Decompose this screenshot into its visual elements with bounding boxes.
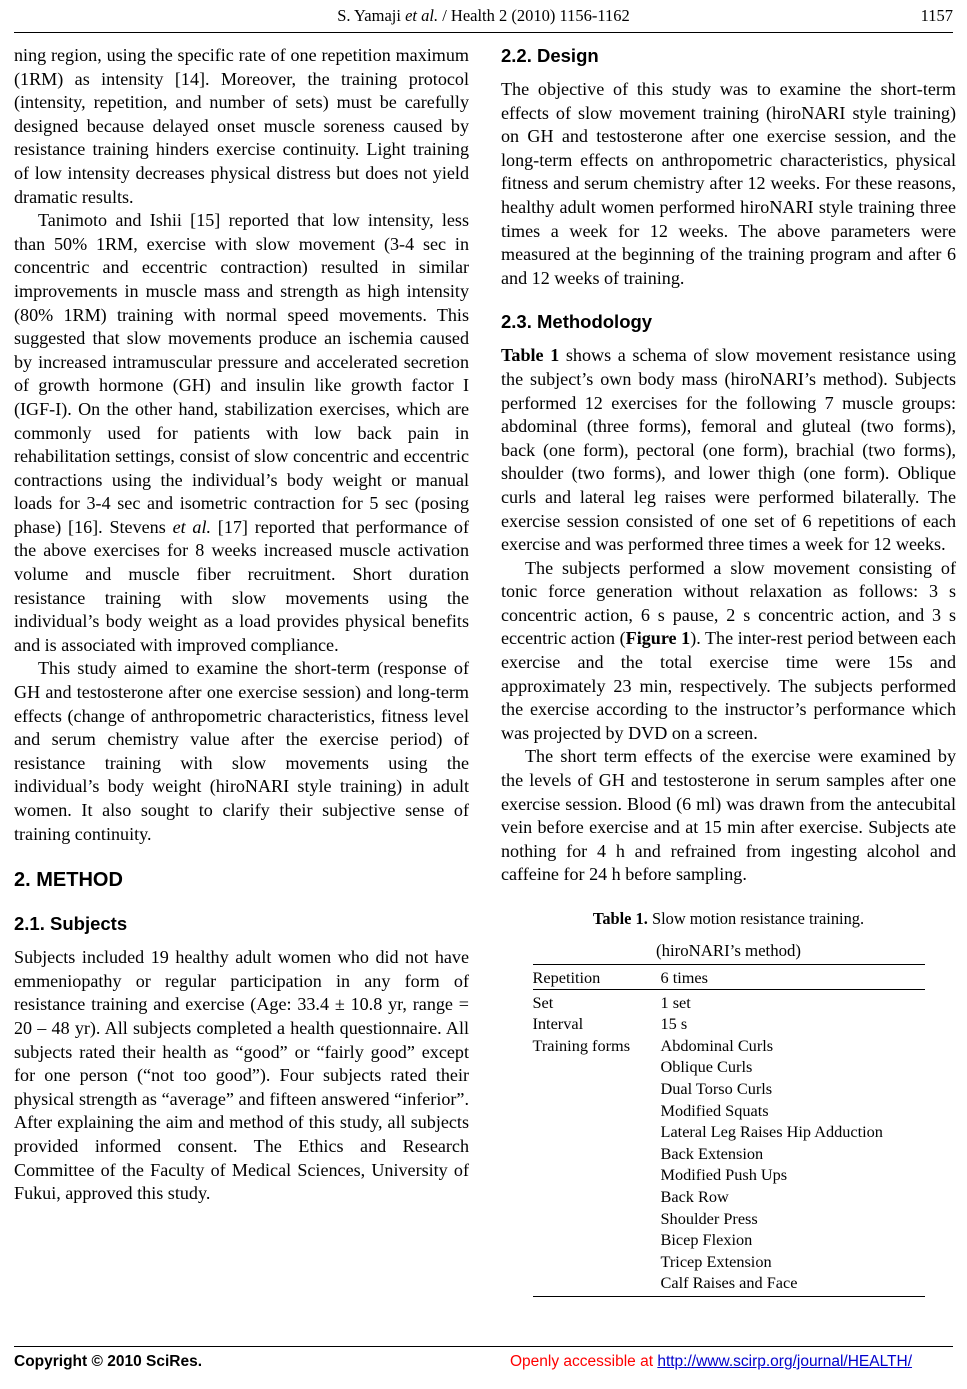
table-cell-value: Back Extension bbox=[660, 1143, 764, 1163]
table-cell-value: Modified Push Ups bbox=[660, 1165, 788, 1185]
copyright-notice: Copyright © 2010 SciRes. bbox=[14, 1353, 203, 1370]
table-1-body bbox=[533, 965, 925, 1297]
running-head-author: S. Yamaji bbox=[337, 6, 406, 25]
table-1-block bbox=[501, 909, 956, 1297]
table-cell-value: 6 times bbox=[661, 965, 925, 990]
table-row bbox=[533, 965, 925, 990]
footer-divider bbox=[14, 1346, 953, 1347]
table-cell-value: Calf Raises and Face bbox=[661, 1272, 925, 1296]
open-access-notice bbox=[510, 1353, 912, 1371]
table-cell-value: 15 s bbox=[660, 1014, 688, 1034]
table-cell-value: 1 set bbox=[661, 989, 925, 1013]
table-row bbox=[533, 1100, 925, 1122]
table-cell-key-empty bbox=[533, 1121, 661, 1143]
figure-1-reference: Figure 1 bbox=[625, 628, 691, 649]
table-row bbox=[533, 1121, 925, 1143]
table-cell-value: Shoulder Press bbox=[660, 1208, 758, 1228]
table-cell-value: Oblique Curls bbox=[660, 1057, 753, 1077]
paragraph-slow-movement-b: ). The inter-rest period between each exercise and the total exercise time were 15s and approximately 23 min, respectively. The subjects performed the exercise according to the instructor’s performance which was projected by DVD on a screen. bbox=[501, 628, 956, 743]
table-1-caption-text: Slow motion resistance training. bbox=[647, 909, 865, 928]
page-footer bbox=[14, 1353, 953, 1377]
section-heading-method: 2. METHOD bbox=[14, 869, 123, 892]
header-divider bbox=[14, 32, 953, 33]
running-head bbox=[14, 6, 953, 30]
table-row bbox=[533, 1208, 925, 1230]
table-cell-value: Modified Squats bbox=[660, 1100, 769, 1120]
table-cell-key-empty bbox=[533, 1164, 661, 1186]
subsection-heading-design: 2.2. Design bbox=[501, 45, 599, 66]
right-column bbox=[501, 44, 956, 1297]
page-number: 1157 bbox=[920, 6, 953, 25]
table-row bbox=[533, 1056, 925, 1078]
table-cell-value: Abdominal Curls bbox=[660, 1035, 774, 1055]
table-cell-key-empty bbox=[533, 1186, 661, 1208]
running-head-citation bbox=[14, 6, 953, 26]
running-head-etal: et al. bbox=[405, 6, 439, 25]
table-cell-key-empty bbox=[533, 1251, 661, 1273]
open-access-label: Openly accessible at bbox=[510, 1353, 658, 1370]
table-row bbox=[533, 1186, 925, 1208]
table-cell-key-empty bbox=[533, 1100, 661, 1122]
paragraph-study-aim: This study aimed to examine the short-term (response of GH and testosterone after one exercise session) and long-term effects (change of anthropometric characteristics, fitness level and serum chemistry value after the exercise period) of resistance training with slow movements using the individual’s body weight (hiroNARI style training) in adult women. It also sought to clarify their subjective sense of training continuity. bbox=[14, 658, 469, 844]
table-1 bbox=[533, 964, 925, 1297]
paragraph-tanimoto bbox=[14, 209, 469, 657]
paragraph-subjects: Subjects included 19 healthy adult women who did not have emmeniopathy or regular participation in any form of resistance training and exercise (Age: 33.4 ± 10.8 yr, range = 20 – 48 yr). All subjects completed a health questionnaire. All subjects rated their health as “good” or “fairly good” except for one person (“not too good”). Four subjects rated their physical strength as “average” and fifteen answered “inferior”. After explaining the aim and method of this study, all subjects provided informed consent. The Ethics and Research Committee of the Faculty of Medical Sciences, University of Fukui, approved this study. bbox=[14, 947, 469, 1204]
table-row bbox=[533, 1164, 925, 1186]
table-cell-value: Dual Torso Curls bbox=[660, 1078, 773, 1098]
table-1-caption bbox=[501, 909, 956, 929]
table-row bbox=[533, 1251, 925, 1273]
paragraph-slow-movement-a: The subjects performed a slow movement consisting of tonic force generation without relaxation as follows: 3 s concentric action, 6 s pause, 2 s concentric action, and 3 s eccentric action ( bbox=[501, 557, 956, 649]
table-row bbox=[533, 1078, 925, 1100]
left-column bbox=[14, 44, 469, 1206]
table-cell-key-empty bbox=[533, 1056, 661, 1078]
journal-url-link[interactable]: http://www.scirp.org/journal/HEALTH/ bbox=[657, 1353, 913, 1370]
table-row bbox=[533, 1013, 925, 1035]
paragraph-methodology bbox=[501, 344, 956, 556]
table-cell-value: Lateral Leg Raises Hip Adduction bbox=[660, 1122, 883, 1142]
table-cell-value: Back Row bbox=[660, 1186, 729, 1206]
table-1-method-line: (hiroNARI’s method) bbox=[656, 941, 801, 960]
table-cell-key: Set bbox=[533, 989, 661, 1013]
paragraph-tanimoto-text: Tanimoto and Ishii [15] reported that low intensity, less than 50% 1RM, exercise with slow movement (3-4 sec in concentric and eccentric contraction) resulted in similar improvements in muscle mass and strength as high intensity (80% 1RM) training with normal speed movements. This suggested that slow movements produce an ischemia caused by increased intramuscular pressure and accelerated secretion of growth hormone (GH) and insulin like growth factor I (IGF-I). On the other hand, stabilization exercises, which are commonly used for patients with low back pain in rehabilitation settings, consist of slow concentric and eccentric contractions using the individual’s body weight or manual loads for 3-4 sec and isometric contraction for 5 sec (posing phase) [16]. Stevens bbox=[14, 210, 469, 537]
subsection-heading-methodology: 2.3. Methodology bbox=[501, 311, 653, 333]
table-cell-key-empty bbox=[533, 1229, 661, 1251]
paragraph-continuation: ning region, using the specific rate of one repetition maximum (1RM) as intensity [14]. Moreover, the training protocol (intensity, repetition, and number of sets) must be carefully designed because delayed onset muscle soreness caused by resistance training hinders exercise continuity. Light training of low intensity decreases physical distress but does not yield dramatic results. bbox=[14, 45, 469, 207]
stevens-etal: et al. bbox=[172, 516, 212, 537]
table-cell-key: Repetition bbox=[533, 965, 661, 990]
table-cell-key-empty bbox=[533, 1143, 661, 1165]
subsection-heading-subjects: 2.1. Subjects bbox=[14, 913, 128, 935]
paragraph-short-term-effects: The short term effects of the exercise were examined by the levels of GH and testosterone in serum samples after one exercise session. Blood (6 ml) was drawn from the antecubital vein before exercise and at 15 min after exercise. Subjects ate nothing for 4 h and refrained from ingesting alcohol and caffeine for 24 h before sampling. bbox=[501, 746, 956, 885]
table-cell-key-empty bbox=[533, 1272, 661, 1296]
table-row bbox=[533, 1035, 925, 1057]
paragraph-design: The objective of this study was to examine the short-term effects of slow movement training (hiroNARI style training) on GH and testosterone after one exercise session, and the long-term effects on anthropometric characteristics, physical fitness and serum chemistry after 12 weeks. For these reasons, healthy adult women performed hiroNARI style training three times a week for 12 weeks. The above parameters were measured at the beginning of the training program and after 6 and 12 weeks of training. bbox=[501, 79, 956, 288]
table-1-caption-label: Table 1. bbox=[592, 909, 648, 928]
paragraph-methodology-text: shows a schema of slow movement resistance using the subject’s own body mass (hiroNARI’s method). Subjects performed 12 exercises for the following 7 muscle groups: abdominal (three forms), femoral and gluteal (two forms), back (one form), pectoral (one form), brachial (two forms), shoulder (two forms), and lower thigh (one form). Oblique curls and lateral leg raises were performed bilaterally. The exercise session consisted of one set of 6 repetitions of each exercise and was performed three times a week for 12 weeks. bbox=[501, 345, 957, 555]
table-cell-value: Tricep Extension bbox=[660, 1251, 772, 1271]
stevens-rest: [17] reported that performance of the above exercises for 8 weeks increased muscle activation volume and muscle fiber recruitment. Short duration resistance training with slow movements using the individual’s body weight as a load provides physical benefits and is associated with improved compliance. bbox=[14, 516, 469, 655]
table-cell-value: Bicep Flexion bbox=[660, 1230, 753, 1250]
table-row bbox=[533, 1143, 925, 1165]
table-cell-key-empty bbox=[533, 1078, 661, 1100]
table-row bbox=[533, 989, 925, 1013]
table-row bbox=[533, 1229, 925, 1251]
table-cell-key: Interval bbox=[532, 1014, 584, 1034]
paragraph-slow-movement bbox=[501, 557, 956, 746]
table-1-reference: Table 1 bbox=[501, 345, 560, 366]
table-row bbox=[533, 1272, 925, 1296]
running-head-journal: / Health 2 (2010) 1156-1162 bbox=[438, 6, 630, 25]
table-cell-key-empty bbox=[533, 1208, 661, 1230]
table-cell-key: Training forms bbox=[532, 1035, 631, 1055]
